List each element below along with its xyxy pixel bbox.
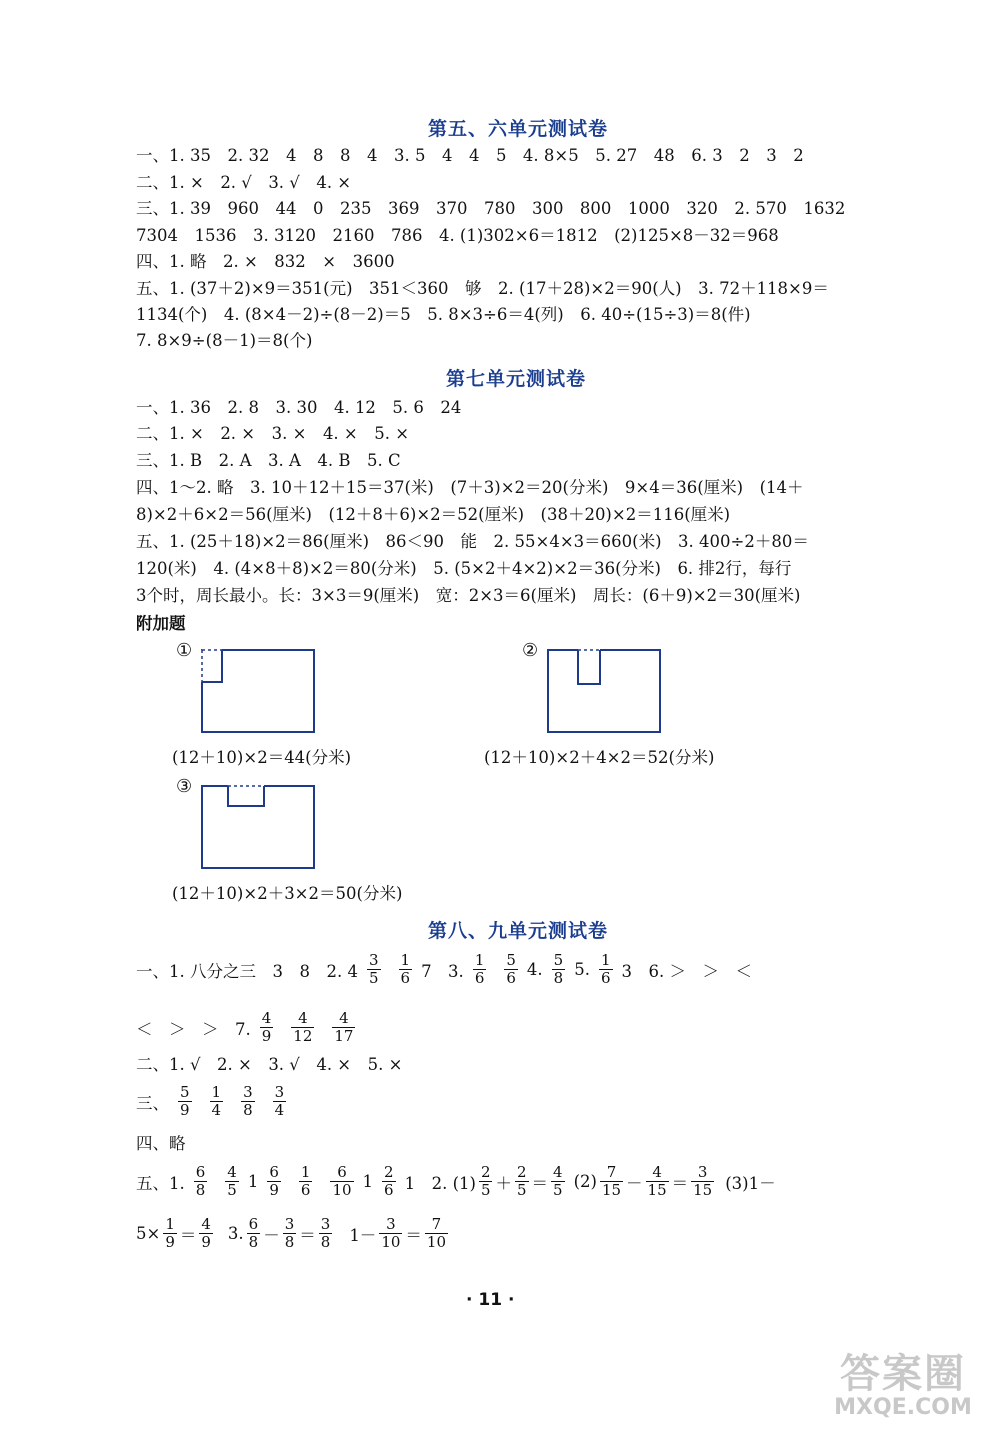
fraction: $\frac{5}{8}$ [553,951,564,987]
row-text: 3. [227,1224,244,1243]
figure-formula-1: (12＋10)×2＝44(分米) [172,748,352,767]
answer-line: 四、1～2. 略 3. 10＋12＋15＝37(米) (7＋3)×2＝20(分米) 9×4＝36(厘米) (14＋ [136,478,804,497]
figure-mark-2: ② [522,640,539,661]
fraction: $\frac{4}{9}$ [201,1215,211,1251]
fraction: $\frac{1}{6}$ [474,951,485,987]
fraction: $\frac{3}{5}$ [368,951,379,987]
fraction: $\frac{3}{15}$ [693,1163,713,1199]
figure-mark-3: ③ [176,776,193,797]
answer-row-fractions [136,952,752,987]
section-title-8-9: 第八、九单元测试卷 [428,920,609,942]
row-text: 7 3. [421,961,464,981]
fraction: $\frac{6}{8}$ [248,1215,259,1251]
fraction: $\frac{4}{5}$ [553,1163,563,1199]
answer-line: 7. 8×9÷(8－1)＝8(个) [136,331,313,350]
answer-line: 三、1. B 2. A 3. A 4. B 5. C [136,451,401,470]
section-title-7: 第七单元测试卷 [446,368,587,390]
fraction: $\frac{4}{12}$ [293,1009,313,1045]
figure-formula-2: (12＋10)×2＋4×2＝52(分米) [484,748,715,767]
fraction: $\frac{4}{15}$ [647,1163,667,1199]
page-number: · 11 · [466,1290,515,1310]
answer-line: 8)×2＋6×2＝56(厘米) (12＋8＋6)×2＝52(厘米) (38＋20)×2＝116(厘米) [136,505,731,524]
operator: ＝ [179,1225,197,1245]
operator: － [626,1173,643,1193]
row-text: 三、 [136,1093,169,1113]
operator: ＝ [299,1225,316,1245]
fraction: $\frac{6}{8}$ [195,1163,206,1199]
fraction: $\frac{7}{15}$ [601,1163,622,1199]
fraction: $\frac{1}{9}$ [165,1215,175,1251]
fraction: $\frac{7}{10}$ [426,1215,446,1251]
operator: ＝ [531,1173,549,1193]
watermark-url: MXQE.COM [834,1395,972,1420]
fraction: $\frac{4}{9}$ [261,1009,272,1045]
row-text: 1－ [349,1225,377,1245]
row-text: 一、1. 八分之三 3 8 2. 4 [136,961,358,981]
answer-row-fractions [136,1164,776,1199]
fraction: $\frac{1}{6}$ [600,951,611,987]
fraction: $\frac{2}{6}$ [384,1163,394,1199]
answer-line: 二、1. √ 2. × 3. √ 4. × 5. × [136,1055,403,1074]
row-text: 5. [574,960,590,979]
answer-line: 3个时，周长最小。长：3×3＝9(厘米) 宽：2×3＝6(厘米) 周长：(6＋9)×2＝30(厘米) [136,586,801,605]
fraction: $\frac{3}{10}$ [381,1215,401,1251]
fraction: $\frac{1}{6}$ [300,1163,311,1199]
fraction: $\frac{4}{17}$ [334,1009,354,1045]
fraction: $\frac{3}{8}$ [320,1215,331,1251]
row-text: 1 [362,1172,374,1191]
fraction: $\frac{3}{8}$ [284,1215,295,1251]
operator: ＝ [405,1225,422,1245]
answer-line: 二、1. × 2. × 3. × 4. × 5. × [136,424,410,443]
answer-row-fractions [136,1084,295,1119]
row-text: 3 6. ＞ ＞ ＜ [621,961,752,981]
row-text: ＜ ＞ ＞ 7. [136,1019,251,1039]
answer-line: 四、1. 略 2. × 832 × 3600 [136,252,395,271]
figure-formula-3: (12＋10)×2＋3×2＝50(分米) [172,884,403,903]
fraction: $\frac{1}{4}$ [211,1083,222,1119]
figure-2-diagram [546,648,662,734]
answer-line: 一、1. 36 2. 8 3. 30 4. 12 5. 6 24 [136,398,462,417]
answer-line: 三、1. 39 960 44 0 235 369 370 780 300 800 1000 320 2. 570 1632 [136,199,846,218]
row-text: 4. [526,960,543,979]
figure-mark-1: ① [176,640,193,661]
row-text: 1 [247,1172,259,1191]
fraction: $\frac{2}{5}$ [516,1163,527,1199]
watermark-logo: 答案圈 [840,1351,966,1397]
row-text: (2) [573,1172,597,1191]
figure-1-diagram [200,648,316,734]
answer-line: 120(米) 4. (4×8＋8)×2＝80(分米) 5. (5×2＋4×2)×2＝36(分米) 6. 排2行，每行 [136,559,792,578]
fraction: $\frac{6}{9}$ [269,1163,279,1199]
row-text: 五、1. [136,1173,185,1193]
fraction: $\frac{3}{8}$ [243,1083,253,1119]
fraction: $\frac{5}{9}$ [180,1083,190,1119]
answer-line: 二、1. × 2. √ 3. √ 4. × [136,173,352,192]
answer-line: 7304 1536 3. 3120 2160 786 4. (1)302×6＝1812 (2)125×8－32＝968 [136,226,779,245]
operator: ＝ [671,1173,689,1193]
section-title-5-6: 第五、六单元测试卷 [428,118,609,140]
fraction: $\frac{4}{5}$ [227,1163,237,1199]
answer-line: 四、略 [136,1134,186,1153]
operator: － [263,1225,280,1245]
row-text: 5× [136,1224,161,1243]
answer-row-fractions [136,1216,451,1251]
row-text: (3)1－ [725,1173,776,1193]
extra-question-label: 附加题 [136,614,186,633]
fraction: $\frac{5}{6}$ [506,951,516,987]
fraction: $\frac{6}{10}$ [332,1163,352,1199]
watermark [828,1352,978,1422]
operator: ＋ [495,1173,512,1193]
answer-line: 五、1. (25＋18)×2＝86(厘米) 86＜90 能 2. 55×4×3＝660(米) 3. 400÷2＋80＝ [136,532,809,551]
answer-row-fractions [136,1010,364,1045]
fraction: $\frac{2}{5}$ [480,1163,491,1199]
answer-line: 1134(个) 4. (8×4－2)÷(8－2)＝5 5. 8×3÷6＝4(列) 6. 40÷(15÷3)＝8(件) [136,305,751,324]
row-text: 1 2. (1) [404,1173,476,1193]
fraction: $\frac{1}{6}$ [400,951,411,987]
fraction: $\frac{3}{4}$ [274,1083,285,1119]
answer-line: 五、1. (37＋2)×9＝351(元) 351＜360 够 2. (17＋28)×2＝90(人) 3. 72＋118×9＝ [136,279,829,298]
figure-3-diagram [200,784,316,870]
answer-line: 一、1. 35 2. 32 4 8 8 4 3. 5 4 4 5 4. 8×5 5. 27 48 6. 3 2 3 2 [136,146,804,165]
